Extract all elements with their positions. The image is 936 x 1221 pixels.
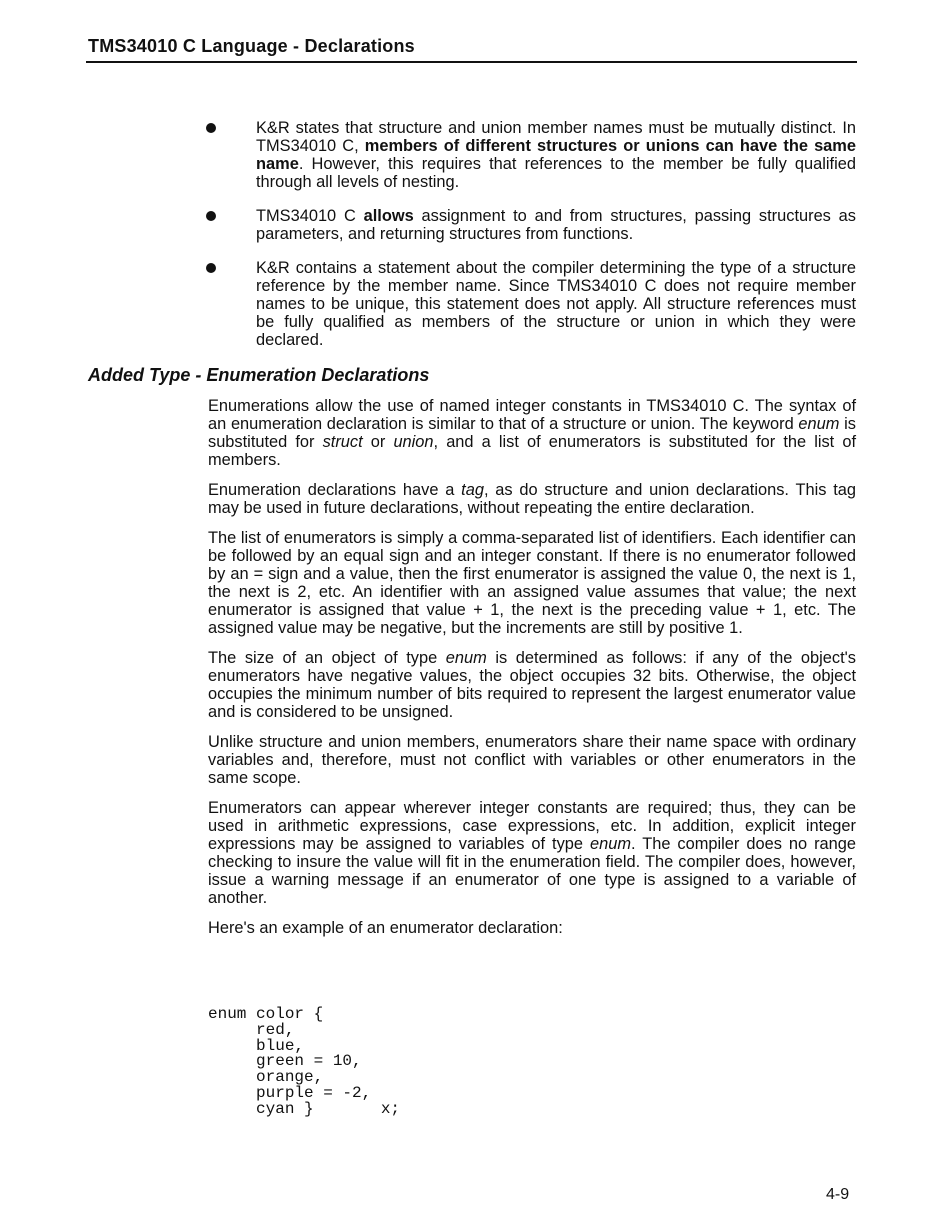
code-line: orange, (208, 1068, 324, 1087)
italic-term: enum (798, 415, 840, 433)
bullet-bold: allows (363, 207, 414, 225)
italic-term: enum (589, 835, 631, 853)
code-line: enum color { (208, 1005, 324, 1023)
code-line: cyan } x; (208, 1099, 401, 1118)
bullet-text: K&R states that structure and union member names must be mutually distinct. In TMS34010 C, (256, 119, 856, 155)
text-run: The size of an object of type (208, 649, 446, 667)
text-run: is determined as follows: if any of the object's enumerators have negative values, the object occupies 32 bits. Otherwise, the object occupies the minimum number of bits required to represent the largest enumerator value and is considered to be unsigned. (208, 649, 856, 721)
text-run: is substituted for (208, 415, 856, 451)
code-line: purple = -2, (208, 1083, 372, 1102)
paragraph (208, 481, 856, 517)
paragraph (208, 799, 856, 907)
paragraph: Here's an example of an enumerator declaration: (208, 919, 563, 937)
text-run: . The compiler does no range checking to insure the value will fit in the enumeration field. The compiler does, however, issue a warning message if an enumerator of one type is assigned to a variable of another. (208, 835, 856, 907)
italic-term: tag (461, 481, 484, 499)
italic-term: enum (445, 649, 487, 667)
text-run: Enumerations allow the use of named integer constants in TMS34010 C. The syntax of an enumeration declaration is similar to that of a structure or union. The keyword (208, 397, 856, 433)
bullet-item (206, 207, 856, 243)
page-header-title: TMS34010 C Language - Declarations (88, 36, 415, 56)
bullet-text: assignment to and from structures, passing structures as parameters, and returning structures from functions. (256, 207, 856, 243)
bullet-list (206, 119, 856, 365)
body-text (208, 397, 856, 949)
header-rule (86, 61, 857, 63)
bullet-text: K&R contains a statement about the compiler determining the type of a structure reference by the member name. Since TMS34010 C does not require member names to be unique, this statement does not apply. All structure references must be fully qualified as members of the structure or union in which they were declared. (256, 259, 856, 349)
text-run: Enumeration declarations have a (208, 481, 462, 499)
text-run: , and a list of enumerators is substituted for the list of members. (208, 433, 856, 469)
paragraph: Unlike structure and union members, enumerators share their name space with ordinary variables and, therefore, must not conflict with variables or other enumerators in the same scope. (208, 733, 856, 787)
text-run: or (362, 433, 394, 451)
bullet-text: . However, this requires that references to the member be fully qualified through all levels of nesting. (256, 155, 856, 191)
bullet-item (206, 259, 856, 349)
italic-term: struct (322, 433, 363, 451)
bullet-icon (206, 211, 216, 221)
code-line: red, (208, 1020, 295, 1039)
paragraph: The list of enumerators is simply a comma-separated list of identifiers. Each identifier can be followed by an equal sign and an integer constant. If there is no enumerator followed by an = sign and a value, then the first enumerator is assigned the value 0, the next is 1, the next is 2, etc. An identifier with an assigned value assumes that value; the next enumerator is assigned that value + 1, the next is the preceding value + 1, etc. The assigned value may be negative, but the increments are still by positive 1. (208, 529, 856, 637)
bullet-bold: members of different structures or unions can have the same name (256, 137, 856, 173)
code-example (208, 1007, 400, 1118)
paragraph (208, 649, 856, 721)
text-run: , as do structure and union declarations. This tag may be used in future declarations, without repeating the entire declaration. (208, 481, 856, 517)
bullet-icon (206, 123, 216, 133)
bullet-text: TMS34010 C (256, 207, 364, 225)
bullet-item (206, 119, 856, 191)
code-line: green = 10, (208, 1052, 362, 1071)
bullet-icon (206, 263, 216, 273)
code-line: blue, (208, 1036, 305, 1055)
italic-term: union (393, 433, 434, 451)
text-run: Enumerators can appear wherever integer constants are required; thus, they can be used in arithmetic expressions, case expressions, etc. In addition, explicit integer expressions may be assigned to variables of type (208, 799, 856, 853)
paragraph (208, 397, 856, 469)
page-number: 4-9 (826, 1186, 850, 1203)
section-heading: Added Type - Enumeration Declarations (88, 365, 430, 385)
